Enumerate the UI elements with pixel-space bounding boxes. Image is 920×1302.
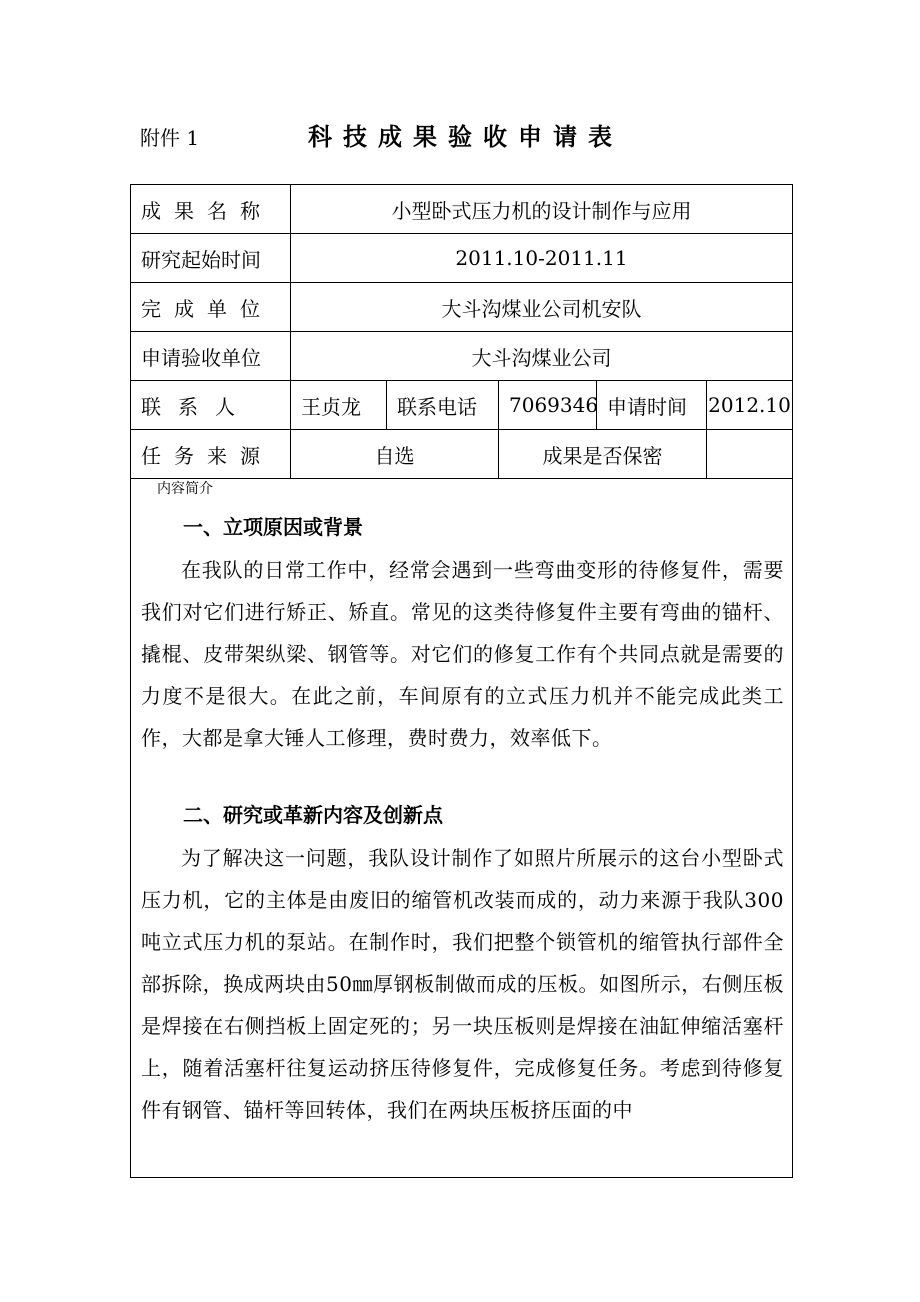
date-value: 2012.10 — [708, 393, 791, 417]
date-label: 申请时间 — [597, 381, 707, 429]
application-form — [130, 184, 793, 1178]
section2-text: 为了解决这一问题，我队设计制作了如照片所展示的这台小型卧式压力机，它的主体是由废旧的缩管机改装而成的，动力来源于我队300吨立式压力机的泵站。在制作时，我们把整个锁管机的缩管执行部件全部拆除，换成两块由50㎜厚钢板制做而成的压板。如图所示，右侧压板是焊接在右侧挡板上固定死的；另一块压板则是焊接在油缸伸缩活塞杆上，随着活塞杆往复运动挤压待修复件，完成修复任务。考虑到待修复件有钢管、锚杆等回转体，我们在两块压板挤压面的中 — [141, 846, 784, 1122]
completing-unit-label: 完成单位 — [131, 283, 291, 331]
row-contact — [131, 381, 792, 430]
task-source-label: 任务来源 — [131, 430, 291, 478]
section1-text: 在我队的日常工作中，经常会遇到一些弯曲变形的待修复件，需要我们对它们进行矫正、矫直。常见的这类待修复件主要有弯曲的锚杆、撬棍、皮带架纵梁、钢管等。对它们的修复工作有个共同点就是需要的力度不是很大。在此之前，车间原有的立式压力机并不能完成此类工作，大都是拿大锤人工修理，费时费力，效率低下。 — [141, 558, 784, 750]
row-achievement-name — [131, 185, 792, 234]
row-research-period — [131, 234, 792, 283]
confidential-label: 成果是否保密 — [499, 430, 707, 478]
contact-label: 联系人 — [131, 381, 291, 429]
row-task-source — [131, 430, 792, 479]
confidential-value — [707, 430, 792, 478]
phone-value: 7069346 — [499, 381, 597, 429]
applying-unit-label: 申请验收单位 — [131, 332, 291, 380]
completing-unit-value: 大斗沟煤业公司机安队 — [441, 296, 642, 321]
contact-value: 王贞龙 — [291, 381, 387, 429]
section2-heading: 二、研究或革新内容及创新点 — [183, 803, 443, 827]
attachment-label: 附件 1 — [140, 126, 200, 150]
achievement-name-label: 成果名称 — [131, 185, 291, 233]
row-applying-unit — [131, 332, 792, 381]
description-section — [131, 479, 792, 1179]
section1-heading: 一、立项原因或背景 — [183, 515, 363, 539]
phone-label: 联系电话 — [387, 381, 499, 429]
description-label: 内容简介 — [157, 481, 213, 497]
task-source-value: 自选 — [291, 430, 499, 478]
research-period-value: 2011.10-2011.11 — [455, 246, 628, 270]
row-completing-unit — [131, 283, 792, 332]
form-title: 科技成果验收申请表 — [308, 122, 623, 151]
achievement-name-value: 小型卧式压力机的设计制作与应用 — [391, 198, 692, 223]
research-period-label: 研究起始时间 — [131, 234, 291, 282]
applying-unit-value: 大斗沟煤业公司 — [471, 345, 612, 370]
